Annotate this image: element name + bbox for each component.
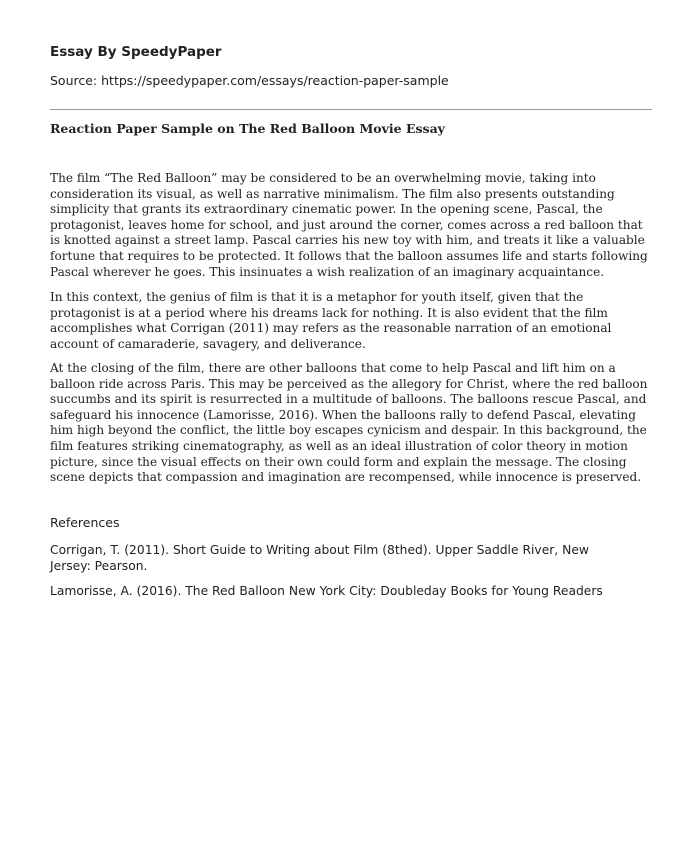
- source-line: Source: https://speedypaper.com/essays/reaction-paper-sample: [50, 73, 449, 88]
- reference-item-2: Lamorisse, A. (2016). The Red Balloon New York City: Doubleday Books for Young Readers: [50, 584, 603, 598]
- essay-paragraph-1: The film “The Red Balloon” may be considered to be an overwhelming movie, taking into consideration its visual, as well as narrative minimalism. The film also presents outstanding simplicity that grants its extraordinary cinematic power. In the opening scene, Pascal, the protagonist, leaves home for school, and just around the corner, comes across a red balloon that is knotted against a street lamp. Pascal carries his new toy with him, and treats it like a valuable fortune that requires to be protected. It follows that the balloon assumes life and starts following Pascal wherever he goes. This insinuates a wish realization of an imaginary acquaintance.: [50, 171, 648, 279]
- essay-paragraph-3: At the closing of the film, there are other balloons that come to help Pascal and lift him on a balloon ride across Paris. This may be perceived as the allegory for Christ, where the red balloon succumbs and its spirit is resurrected in a multitude of balloons. The balloons rescue Pascal, and safeguard his innocence (Lamorisse, 2016). When the balloons rally to defend Pascal, elevating him high beyond the conflict, the little boy escapes cynicism and despair. In this background, the film features striking cinematography, as well as an ideal illustration of color theory in motion picture, since the visual effects on their own could form and explain the message. The closing scene depicts that compassion and imagination are recompensed, while innocence is preserved.: [50, 361, 648, 485]
- document-header-title: Essay By SpeedyPaper: [50, 44, 222, 60]
- header-divider: [50, 109, 652, 110]
- essay-title: Reaction Paper Sample on The Red Balloon Movie Essay: [50, 121, 445, 136]
- reference-item-1: Corrigan, T. (2011). Short Guide to Writing about Film (8thed). Upper Saddle River, New Jersey: Pearson.: [50, 543, 589, 573]
- references-heading: References: [50, 515, 120, 530]
- essay-paragraph-2: In this context, the genius of film is that it is a metaphor for youth itself, given that the protagonist is at a period where his dreams lack for nothing. It is also evident that the film accomplishes what Corrigan (2011) may refers as the reasonable narration of an emotional account of camaraderie, savagery, and deliverance.: [50, 290, 612, 351]
